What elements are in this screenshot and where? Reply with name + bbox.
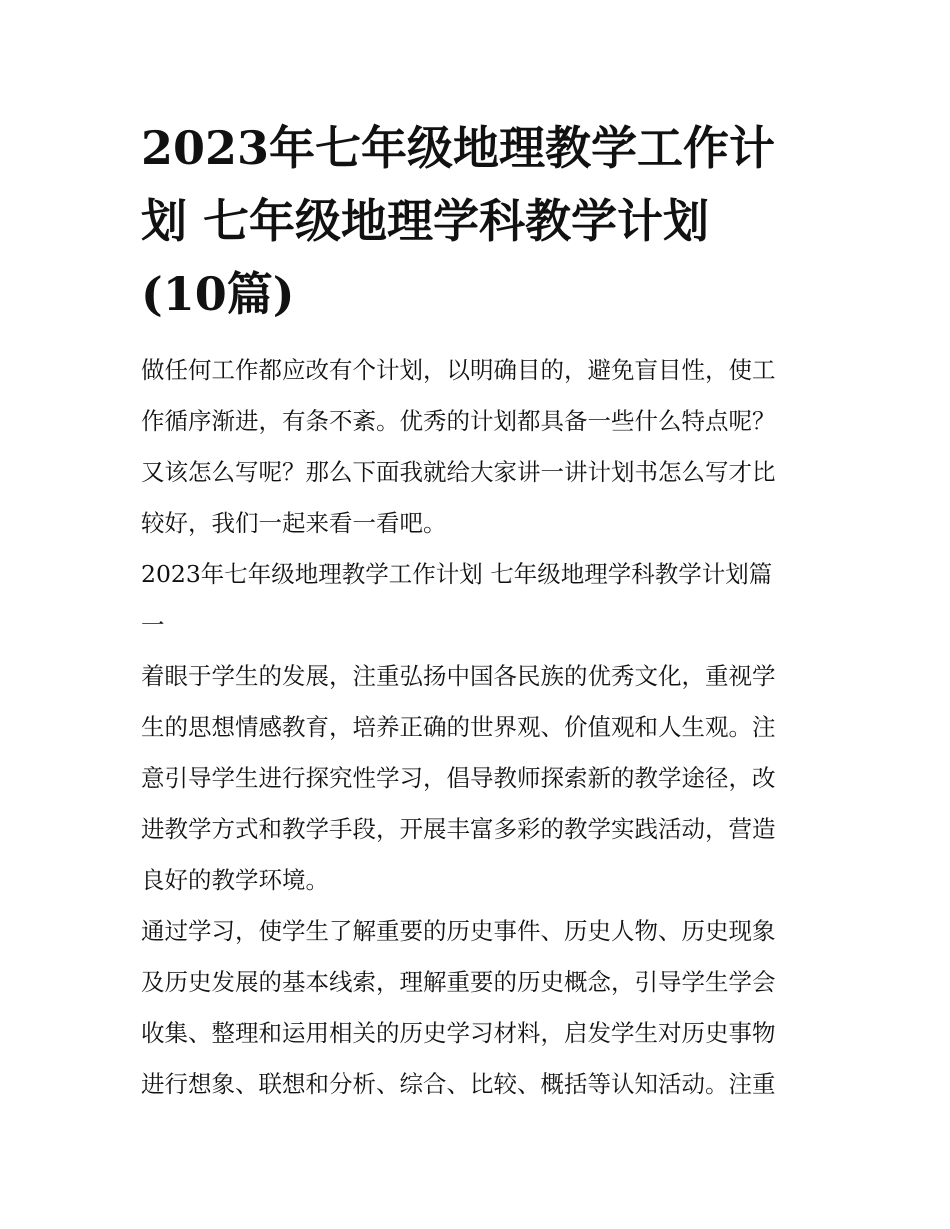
intro-paragraph bbox=[141, 345, 813, 549]
text-line: 着眼于学生的发展，注重弘扬中国各民族的优秀文化，重视学 bbox=[141, 662, 776, 690]
text-line: 收集、整理和运用相关的历史学习材料，启发学生对历史事物 bbox=[141, 1019, 776, 1047]
text-line: 又该怎么写呢？那么下面我就给大家讲一讲计划书怎么写才比 bbox=[141, 458, 776, 486]
document-title bbox=[141, 112, 813, 331]
text-line: 做任何工作都应改有个计划，以明确目的，避免盲目性，使工 bbox=[141, 356, 776, 384]
text-line: 生的思想情感教育，培养正确的世界观、价值观和人生观。注 bbox=[141, 713, 776, 741]
title-line: 划 七年级地理学科教学计划 bbox=[141, 194, 710, 248]
title-line: 2023年七年级地理教学工作计 bbox=[141, 121, 776, 175]
text-line: 一 bbox=[141, 611, 165, 639]
text-line: 意引导学生进行探究性学习，倡导教师探索新的教学途径，改 bbox=[141, 764, 776, 792]
title-line: (10篇) bbox=[141, 267, 295, 321]
text-line: 较好，我们一起来看一看吧。 bbox=[141, 509, 447, 537]
body-paragraph bbox=[141, 651, 813, 906]
text-line: 通过学习，使学生了解重要的历史事件、历史人物、历史现象 bbox=[141, 917, 776, 945]
document-page bbox=[141, 112, 813, 1110]
text-line: 2023年七年级地理教学工作计划 七年级地理学科教学计划篇 bbox=[141, 560, 773, 588]
text-line: 良好的教学环境。 bbox=[141, 866, 329, 894]
section-heading bbox=[141, 549, 813, 651]
body-paragraph bbox=[141, 906, 813, 1110]
text-line: 进行想象、联想和分析、综合、比较、概括等认知活动。注重 bbox=[141, 1070, 776, 1098]
text-line: 作循序渐进，有条不紊。优秀的计划都具备一些什么特点呢？ bbox=[141, 407, 776, 435]
text-line: 及历史发展的基本线索，理解重要的历史概念，引导学生学会 bbox=[141, 968, 776, 996]
text-line: 进教学方式和教学手段，开展丰富多彩的教学实践活动，营造 bbox=[141, 815, 776, 843]
